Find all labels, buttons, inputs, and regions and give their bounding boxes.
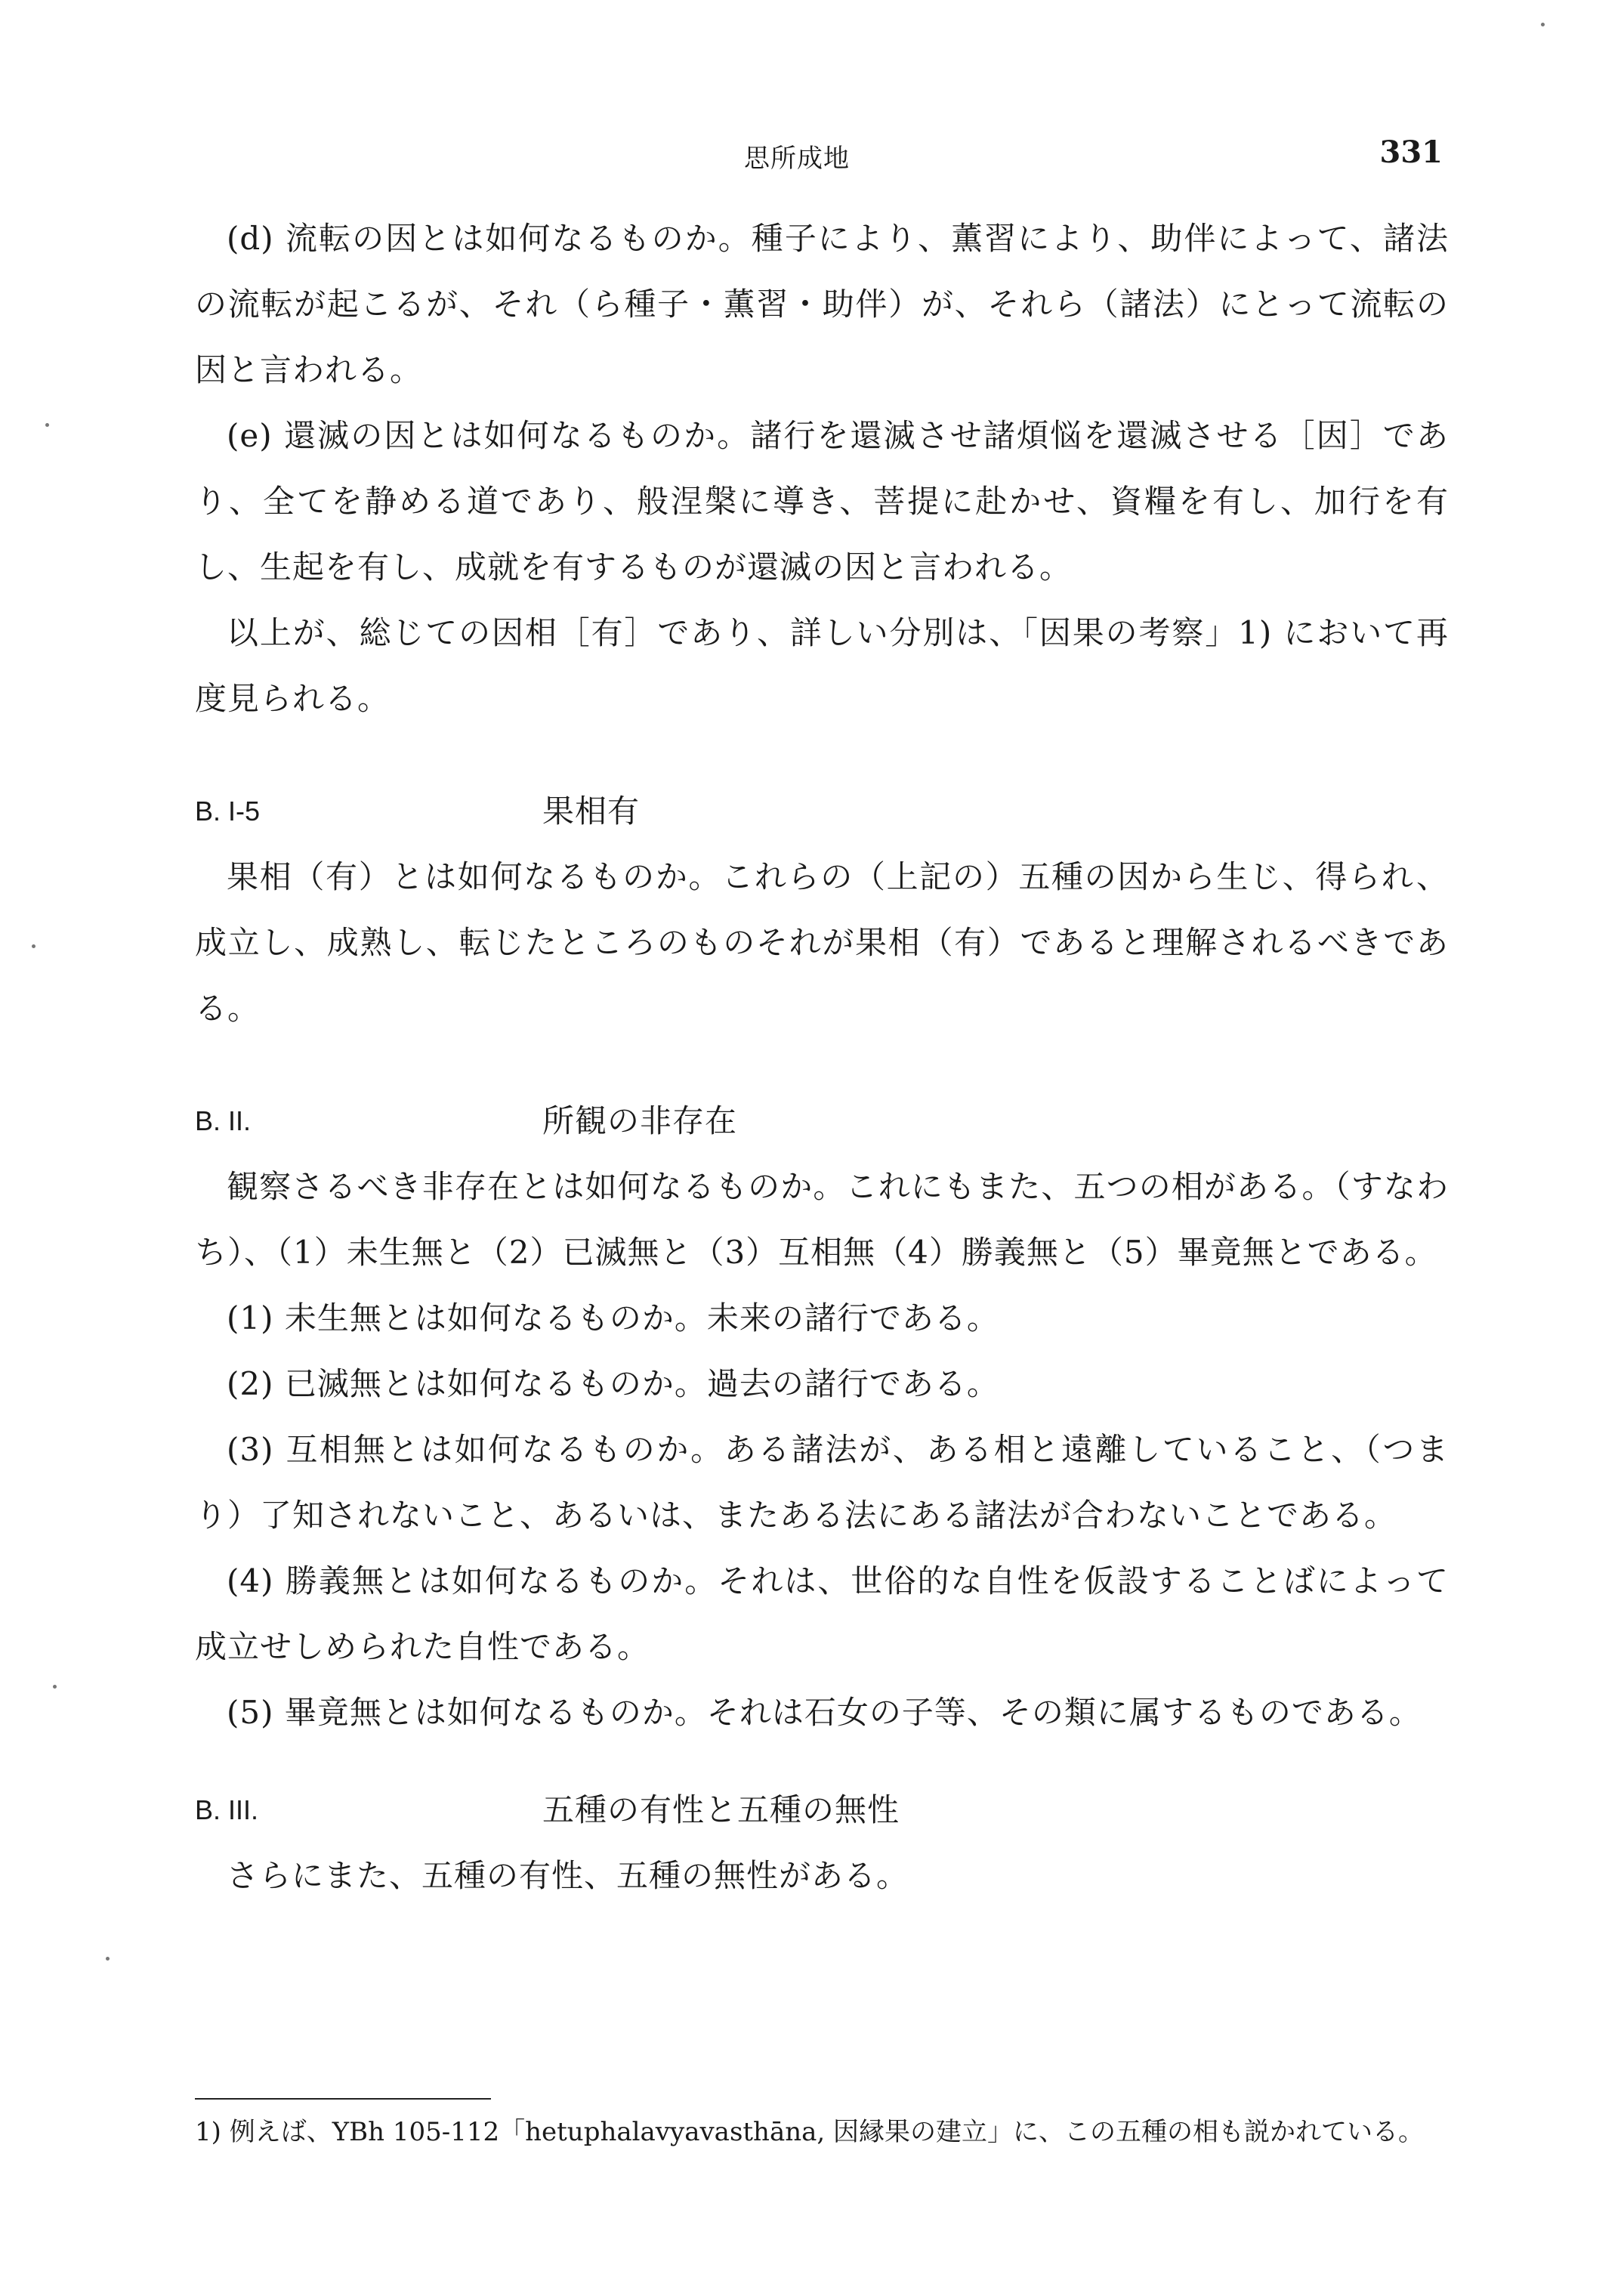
paragraph-e: (e) 還滅の因とは如何なるものか。諸行を還滅させ諸煩悩を還滅させる［因］であり、全てを静める道であり、般涅槃に導き、菩提に赴かせ、資糧を有し、加行を有し、生起を有し、成就を有するものが還滅の因と言われる。 [195,417,1449,586]
running-title: 思所成地 [744,144,850,174]
paragraph-item-5: (5) 畢竟無とは如何なるものか。それは石女の子等、その類に属するものである。 [227,1694,1422,1731]
scan-speck [32,944,36,948]
paragraph-item-2: (2) 已滅無とは如何なるものか。過去の諸行である。 [227,1365,999,1402]
body-text [195,205,1449,1908]
page-number: 331 [1379,134,1443,170]
running-header [0,134,1624,183]
section-heading-b3 [195,1777,1449,1843]
scan-speck [1541,23,1545,26]
paragraph-item-4: (4) 勝義無とは如何なるものか。それは、世俗的な自性を仮設することばによって成立せしめられた自性である。 [195,1562,1449,1665]
section-number: B. III. [195,1794,259,1825]
paragraph-d: (d) 流転の因とは如何なるものか。種子により、薫習により、助伴によって、諸法の流転が起こるが、それ（ら種子・薫習・助伴）が、それら（諸法）にとって流転の因と言われる。 [195,220,1449,388]
section-number: B. II. [195,1105,252,1136]
paragraph-item-3: (3) 互相無とは如何なるものか。ある諸法が、ある相と遠離していること、（つまり）了知されないこと、あるいは、またある法にある諸法が合わないことである。 [195,1431,1449,1534]
footnote-divider [195,2098,491,2100]
paragraph-nonexistence-intro: 観察さるべき非存在とは如何なるものか。これにもまた、五つの相がある。（すなわち）、（1）未生無と（2）已滅無と（3）互相無（4）勝義無と（5）畢竟無とである。 [195,1168,1449,1271]
paragraph-item-1: (1) 未生無とは如何なるものか。未来の諸行である。 [227,1299,999,1337]
paragraph-five-kinds: さらにまた、五種の有性、五種の無性がある。 [227,1857,909,1894]
paragraph-summary: 以上が、総じての因相［有］であり、詳しい分別は、「因果の考察」1) において再度見られる。 [195,614,1449,717]
footnote: 1) 例えば、YBh 105-112「hetuphalavyavasthāna, 因縁果の建立」に、この五種の相も説かれている。 [195,2117,1425,2147]
section-title: 果相有 [542,793,641,830]
section-heading-b2 [195,1088,1449,1154]
scan-speck [53,1685,57,1689]
scan-speck [106,1957,110,1961]
section-heading-b1-5 [195,778,1449,844]
section-number: B. I-5 [195,796,261,827]
section-title: 五種の有性と五種の無性 [542,1791,900,1828]
scan-speck [45,423,49,427]
paragraph-fruit-mark: 果相（有）とは如何なるものか。これらの（上記の）五種の因から生じ、得られ、成立し、成熟し、転じたところのものそれが果相（有）であると理解されるべきである。 [195,858,1449,1027]
section-title: 所観の非存在 [542,1102,738,1139]
